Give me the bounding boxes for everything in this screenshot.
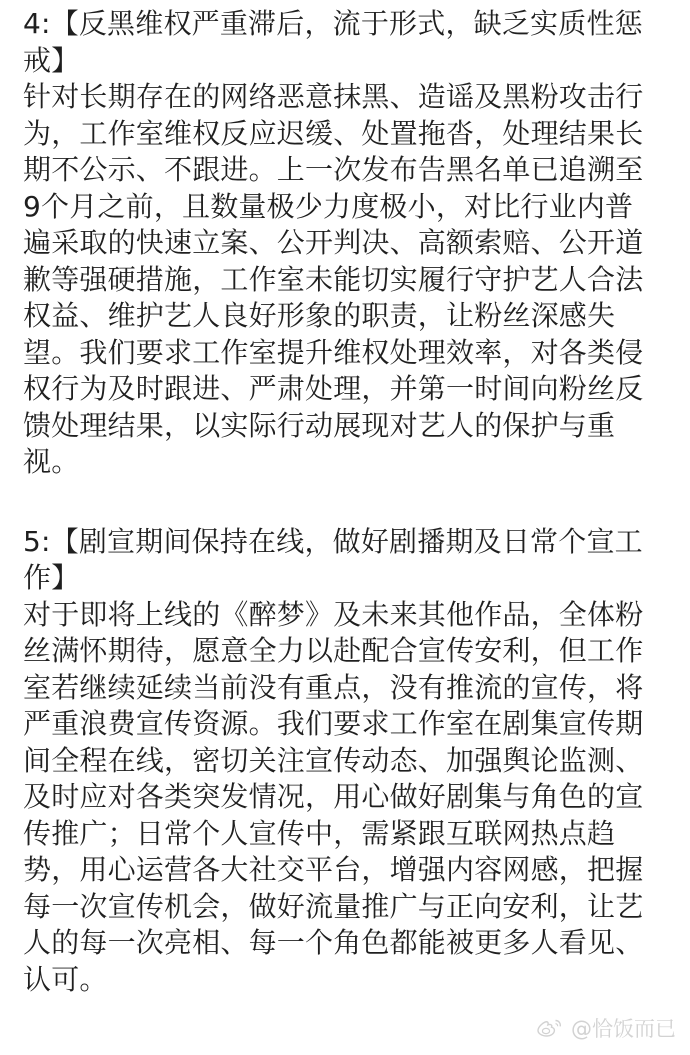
section-5-heading-line-2: 作】 — [23, 561, 80, 594]
section-5 — [23, 524, 673, 999]
paragraph-line: 势，用心运营各大社交平台，增强内容网感，把握 — [23, 853, 644, 886]
paragraph-line: 认可。 — [23, 962, 108, 996]
section-4 — [23, 6, 673, 481]
paragraph-line: 丝满怀期待，愿意全力以赴配合宣传安利，但工作 — [23, 634, 644, 667]
paragraph-line: 间全程在线，密切关注宣传动态、加强舆论监测、 — [23, 743, 644, 777]
document-body — [23, 6, 673, 998]
paragraph-line: 望。我们要求工作室提升维权处理效率，对各类侵 — [23, 335, 644, 369]
paragraph-line: 歉等强硬措施，工作室未能切实履行守护艺人合法 — [23, 262, 644, 296]
section-4-heading-line-2: 戒】 — [23, 43, 80, 77]
paragraph-line: 传推广；日常个人宣传中，需紧跟互联网热点趋 — [23, 816, 616, 850]
paragraph-line: 人的每一次亮相、每一个角色都能被更多人看见、 — [23, 926, 644, 959]
watermark — [535, 1013, 676, 1043]
watermark-text: @恰饭而已 — [571, 1017, 676, 1041]
section-5-heading-line-1: 5:【剧宣期间保持在线，做好剧播期及日常个宣工 — [23, 524, 643, 558]
paragraph-line: 每一次宣传机会，做好流量推广与正向安利，让艺 — [23, 889, 644, 923]
paragraph-line: 权行为及时跟进、严肃处理，并第一时间向粉丝反 — [23, 372, 644, 405]
paragraph-line: 及时应对各类突发情况，用心做好剧集与角色的宣 — [23, 780, 644, 813]
paragraph-line: 室若继续延续当前没有重点，没有推流的宣传，将 — [23, 670, 644, 704]
paragraph-line: 期不公示、不跟进。上一次发布告黑名单已追溯至 — [23, 153, 644, 186]
paragraph-line: 对于即将上线的《醉梦》及未来其他作品，全体粉 — [23, 597, 644, 631]
paragraph-line: 针对长期存在的网络恶意抹黑、造谣及黑粉攻击行 — [23, 80, 644, 113]
paragraph-line: 9个月之前，且数量极少力度极小，对比行业内普 — [23, 189, 634, 223]
paragraph-line: 馈处理结果，以实际行动展现对艺人的保护与重 — [23, 408, 616, 442]
paragraph-line: 遍采取的快速立案、公开判决、高额索赔、公开道 — [23, 226, 644, 259]
paragraph-line: 视。 — [23, 445, 80, 478]
paragraph-line: 严重浪费宣传资源。我们要求工作室在剧集宣传期 — [23, 707, 644, 740]
paragraph-line: 为，工作室维权反应迟缓、处置拖沓，处理结果长 — [23, 116, 644, 150]
weibo-logo-icon — [535, 1016, 565, 1040]
paragraph-line: 权益、维护艺人良好形象的职责，让粉丝深感失 — [23, 299, 616, 332]
section-4-heading-line-1: 4:【反黑维权严重滞后，流于形式，缺乏实质性惩 — [23, 7, 643, 40]
